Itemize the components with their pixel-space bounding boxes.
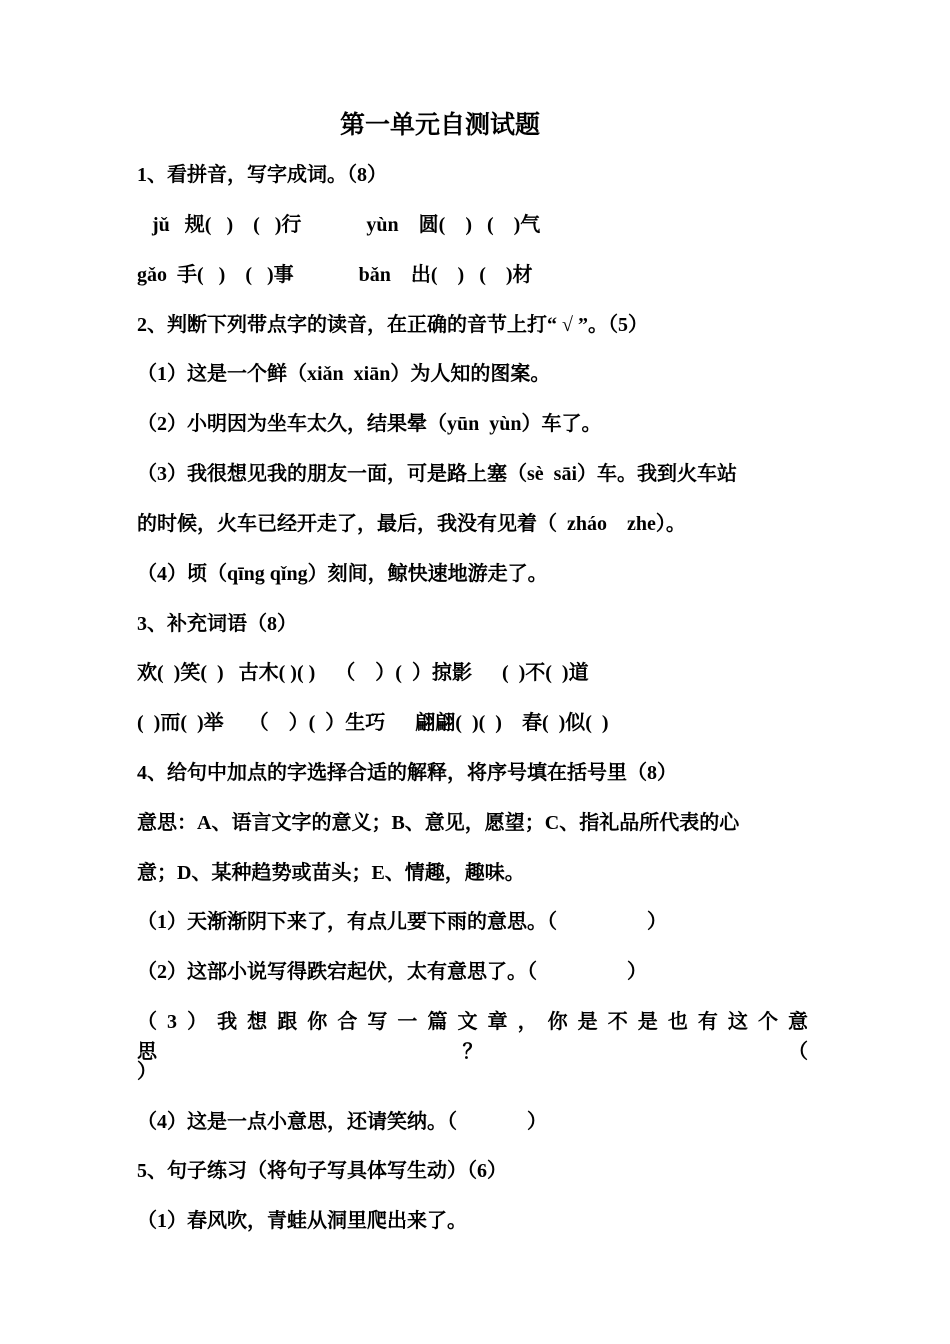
question-4-item-3-cont: ） [137,1061,157,1083]
meaning-definitions: 意思：A、语言文字的意义；B、意见，愿望；C、指礼品所代表的心 [137,812,740,834]
question-2-item-3: （3）我很想见我的朋友一面，可是路上塞（sè sāi）车。我到火车站 [137,463,737,485]
page-title: 第一单元自测试题 [339,112,540,139]
question-5-item-1: （1）春风吹，青蛙从洞里爬出来了。 [137,1210,467,1232]
meaning-definitions-cont: 意；D、某种趋势或苗头；E、情趣，趣味。 [137,862,525,884]
question-4-item-3: （3）我想跟你合写一篇文章，你是不是也有这个意思？（ [137,1011,817,1063]
question-2-item-4: （4）顷（qīng qǐng）刻间，鲸快速地游走了。 [137,563,548,585]
pinyin-row-1: jǔ 规( ) ( )行 yùn 圆( ) ( )气 [137,214,541,236]
question-4-item-4: （4）这是一点小意思，还请笑纳。（ ） [137,1111,547,1133]
pinyin-row-2: gǎo 手( ) ( )事 bǎn 出( ) ( )材 [137,264,533,286]
question-1-heading: 1、看拼音，写字成词。（8） [137,164,387,186]
idiom-row-2: ( )而( )举 （ ）( ）生巧 翩翩( )( ) 春( )似( ) [137,712,609,734]
question-2-item-3-cont: 的时候，火车已经开走了，最后，我没有见着（ zháo zhe）。 [137,513,686,535]
question-4-heading: 4、给句中加点的字选择合适的解释，将序号填在括号里（8） [137,762,677,784]
idiom-row-1: 欢( )笑( ) 古木( )( ) （ ）( ）掠影 ( )不( )道 [137,662,589,684]
question-2-item-2: （2）小明因为坐车太久，结果晕（yūn yùn）车了。 [137,413,602,435]
question-3-heading: 3、补充词语（8） [137,613,297,635]
question-5-heading: 5、句子练习（将句子写具体写生动）（6） [137,1160,507,1182]
question-2-item-1: （1）这是一个鲜（xiǎn xiān）为人知的图案。 [137,363,551,385]
question-2-heading: 2、判断下列带点字的读音，在正确的音节上打“ √ ”。（5） [137,314,648,336]
question-4-item-2: （2）这部小说写得跌宕起伏，太有意思了。（ ） [137,961,647,983]
question-4-item-1: （1）天渐渐阴下来了，有点儿要下雨的意思。（ ） [137,911,667,933]
